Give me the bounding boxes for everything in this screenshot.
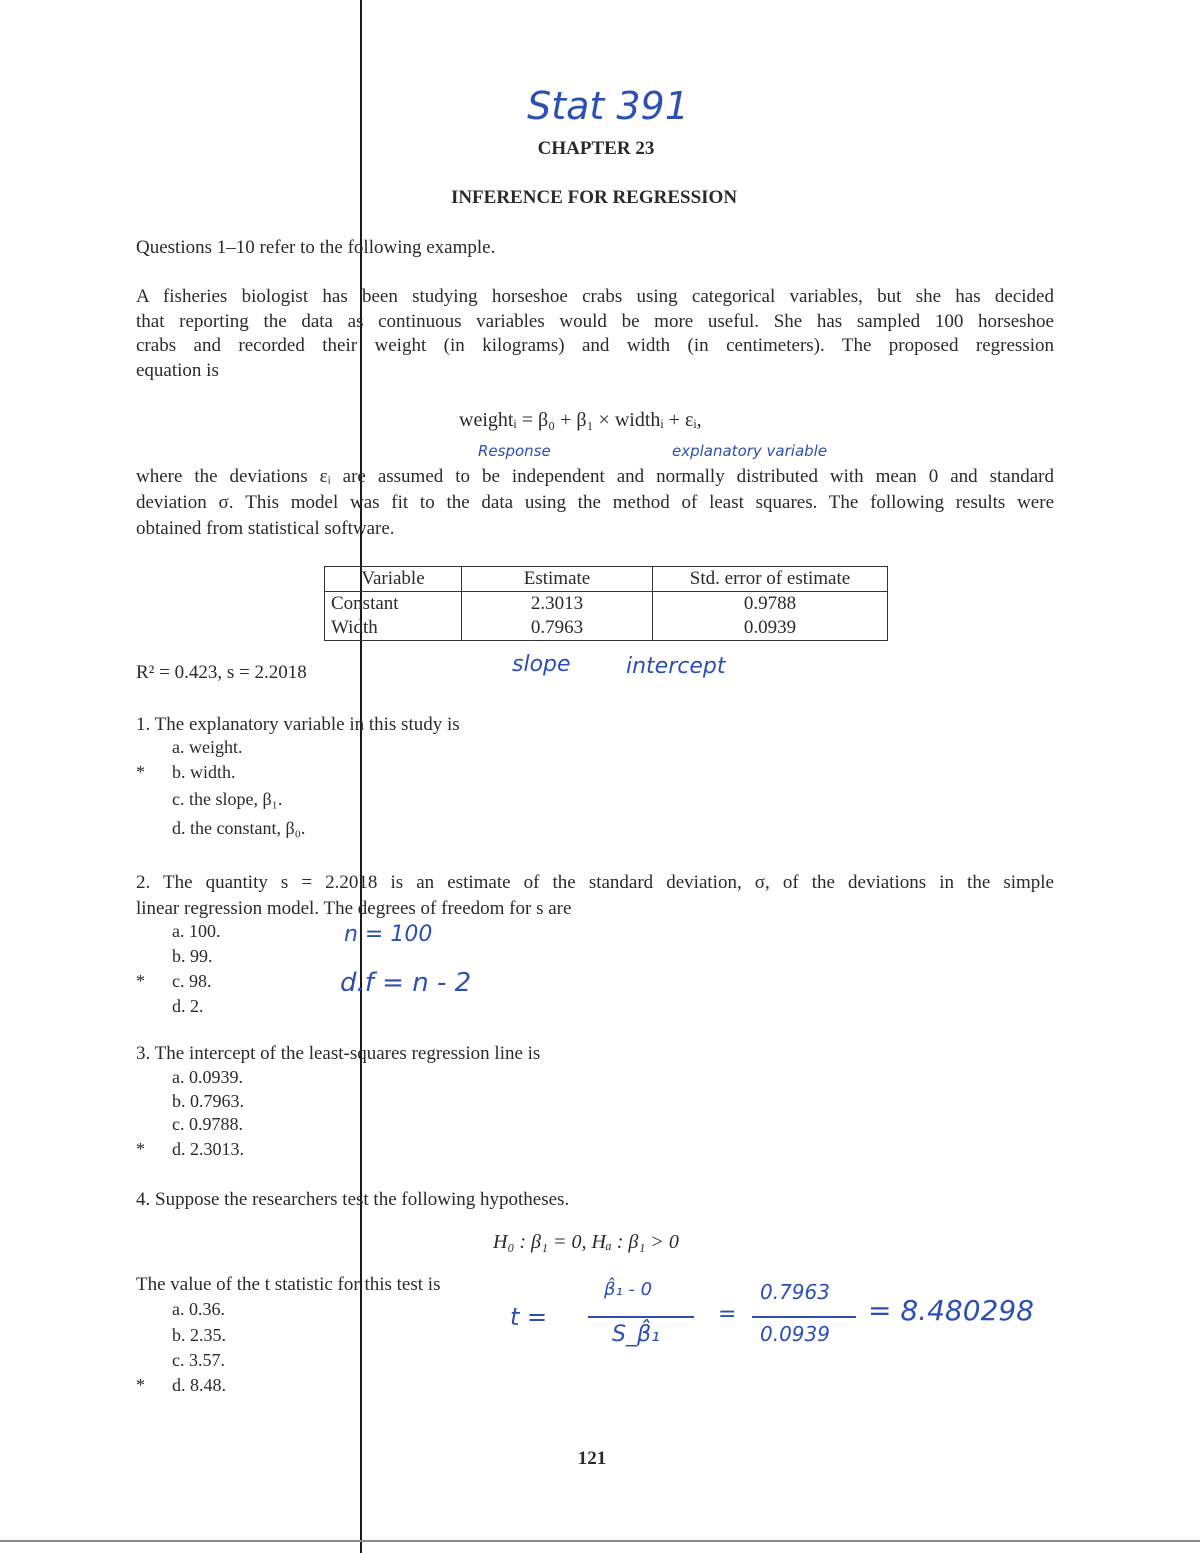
- table-header: Variable: [325, 567, 462, 592]
- text-line: that reporting the data as continuous variables would be more useful. She has sampled 100 horseshoe: [136, 310, 1054, 332]
- question-3-option-c: c. 0.9788.: [172, 1114, 243, 1134]
- text-line: 3. The intercept of the least-squares regression line is: [136, 1043, 541, 1064]
- question-3-option-d: d. 2.3013.: [172, 1139, 244, 1159]
- page-bottom-edge: [0, 1540, 1200, 1542]
- question-2-option-b: b. 99.: [172, 946, 213, 966]
- table-cell: Constant: [325, 592, 462, 617]
- text-line: obtained from statistical software.: [136, 518, 395, 539]
- question-3-option-a: a. 0.0939.: [172, 1067, 243, 1087]
- text-line: 4. Suppose the researchers test the following hypotheses.: [136, 1189, 570, 1210]
- intro-paragraph-2: [136, 464, 1054, 542]
- text-line: 1. The explanatory variable in this study is: [136, 714, 460, 735]
- table-row: [325, 616, 888, 641]
- fraction-bar: [752, 1316, 856, 1318]
- question-1-option-d: d. the constant, β₀.: [172, 818, 306, 838]
- text-line: where the deviations εᵢ are assumed to be independent and normally distributed with mean 0 and standard: [136, 466, 1054, 487]
- question-4-option-d: d. 8.48.: [172, 1375, 226, 1395]
- intro-paragraph-1: [136, 285, 1054, 383]
- handwritten-t-label: t =: [510, 1303, 548, 1331]
- table-cell: Width: [325, 616, 462, 641]
- question-3-stem: [136, 1041, 540, 1067]
- fit-statistics: R² = 0.423, s = 2.2018: [136, 662, 307, 683]
- handwritten-intercept: intercept: [626, 654, 726, 679]
- handwritten-equals: =: [718, 1302, 737, 1327]
- question-4-followup: The value of the t statistic for this test is: [136, 1274, 441, 1295]
- hypotheses: H₀ : β₁ = 0, Hₐ : β₁ > 0: [493, 1231, 679, 1253]
- text-line: deviation σ. This model was fit to the data using the method of least squares. The following results were: [136, 492, 1054, 513]
- table-cell: 0.7963: [462, 616, 653, 641]
- question-4-option-b: b. 2.35.: [172, 1325, 226, 1345]
- question-2-option-c: c. 98.: [172, 971, 212, 991]
- intro-lead: Questions 1–10 refer to the following example.: [136, 237, 496, 258]
- question-4-option-c: c. 3.57.: [172, 1350, 225, 1370]
- question-3-option-b: b. 0.7963.: [172, 1091, 244, 1111]
- question-1-option-a: a. weight.: [172, 737, 243, 757]
- chapter-heading: CHAPTER 23: [537, 138, 655, 159]
- scan-artifact-line: [360, 0, 362, 1553]
- question-2-stem: [136, 870, 1054, 922]
- text-line: 2. The quantity s = 2.2018 is an estimate of the standard deviation, σ, of the deviations in the simple: [136, 872, 1054, 893]
- handwritten-response: Response: [478, 442, 551, 460]
- text-line: equation is: [136, 359, 219, 381]
- text-line: crabs and recorded their weight (in kilograms) and width (in centimeters). The proposed regression: [136, 335, 1054, 356]
- answer-marker: *: [136, 1375, 145, 1395]
- table-cell: 0.9788: [653, 592, 888, 617]
- handwritten-n: n = 100: [344, 922, 433, 947]
- handwritten-t-result: = 8.480298: [868, 1294, 1034, 1327]
- answer-marker: *: [136, 971, 145, 991]
- question-2-option-a: a. 100.: [172, 921, 221, 941]
- handwritten-t-numerator: β̂₁ - 0: [604, 1279, 653, 1300]
- answer-marker: *: [136, 1139, 145, 1159]
- text-line: A fisheries biologist has been studying horseshoe crabs using categorical variables, but she has decided: [136, 286, 1054, 307]
- answer-marker: *: [136, 762, 145, 782]
- question-1-option-c: c. the slope, β₁.: [172, 789, 283, 809]
- question-4-stem: [136, 1187, 569, 1213]
- handwritten-t-numerator-value: 0.7963: [760, 1280, 830, 1304]
- question-4-option-a: a. 0.36.: [172, 1299, 225, 1319]
- table-cell: 2.3013: [462, 592, 653, 617]
- handwritten-t-denominator-value: 0.0939: [760, 1322, 830, 1346]
- page-number: 121: [577, 1448, 607, 1469]
- table-header: Std. error of estimate: [653, 567, 888, 592]
- handwritten-t-denominator: S_β̂₁: [612, 1322, 660, 1347]
- handwritten-slope: slope: [512, 652, 571, 677]
- estimates-table: [324, 566, 888, 641]
- question-2-option-d: d. 2.: [172, 996, 204, 1016]
- question-1-option-b: b. width.: [172, 762, 236, 782]
- handwritten-df: d.f = n - 2: [340, 968, 472, 998]
- table-row: [325, 592, 888, 617]
- question-1-stem: [136, 712, 460, 738]
- handwritten-explanatory: explanatory variable: [672, 442, 828, 460]
- table-cell: 0.0939: [653, 616, 888, 641]
- fraction-bar: [588, 1316, 694, 1318]
- regression-equation: weightᵢ = β₀ + β₁ × widthᵢ + εᵢ,: [459, 409, 702, 431]
- chapter-title: INFERENCE FOR REGRESSION: [450, 187, 738, 208]
- table-header: Estimate: [462, 567, 653, 592]
- text-line: linear regression model. The degrees of freedom for s are: [136, 898, 572, 919]
- handwritten-course: Stat 391: [527, 84, 689, 128]
